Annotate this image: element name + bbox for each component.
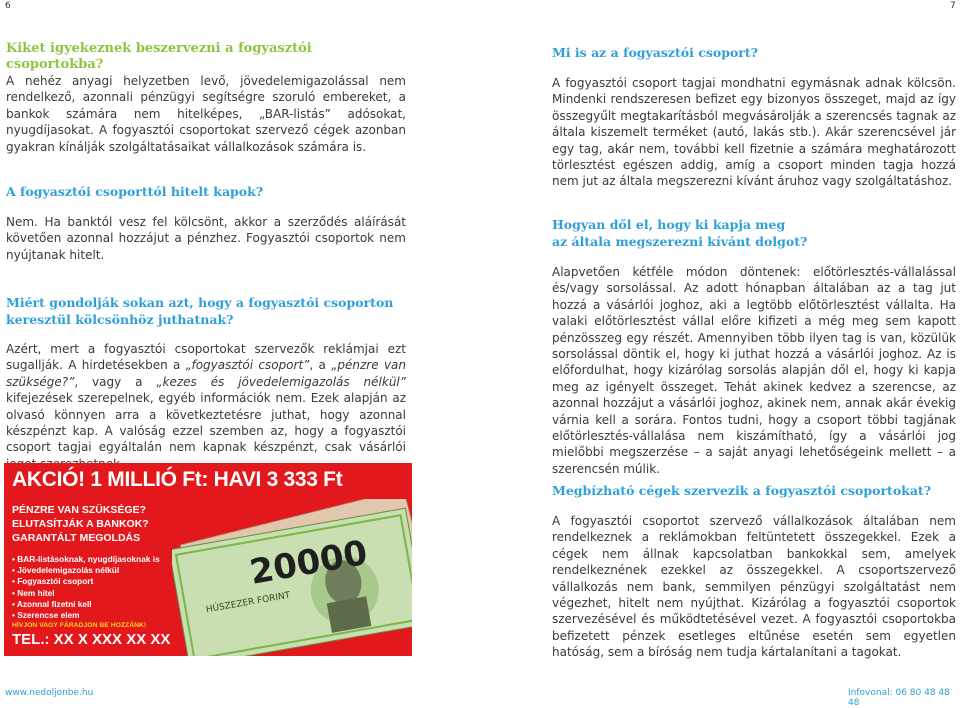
right-paragraph-how: Alapvetően kétféle módon döntenek: előtörlesztés-vállalással és/vagy sorsolással. Az adott hónapban általában az a tag jut hozzá a vásárlói joghoz, aki a legtöbb előtörlesztést vállalta. Ha valaki előtörlesztést vállal előre kifizeti a még meg sem kapott pénzösszeg egy részét. Amennyiben több ilyen tag is van, közülük sorsolással döntik el, hogy ki juthat hozzá a vásárlói joghoz. Az is előfordulhat, hogy kizárólag sorsolás alapján dől el, hogy ki kapja meg az igényelt összeget. Tehát akinek kedvez a szerencse, az azonnal hozzájut a vásárlói joghoz, akinek nem, annak akár évekig várnia kell a sorára. Fontos tudni, hogy a csoport többi tagjának előtörlesztés-vállalása nem kiszámítható, így a vásárlói jog mielőbbi megszerzése – a saját anyagi lehetőségeink mellett – a szerencsén múlik. <box>552 265 956 476</box>
advert-list-item: • Jövedelemigazolás nélkül <box>12 565 160 576</box>
right-paragraph-reliable: A fogyasztói csoportot szervező vállalkozások általában nem rendelkeznek a reklámokban feltüntetett összegekkel. Ezek a cégek nem állnak kapcsolatban bankokkal sem, amelyek rendelkeznének ezekkel az összegekkel. A csoportszervező vállalkozás nem bank, semmilyen pénzügyi szolgáltatást nem végezhet, hitelt nem nyújthat. Kizárólag a fogyasztói csoportok szervezésével és működtetésével vezet. A fogyasztói csoportokba befizetett pénzek esetleges eltűnése esetén sem egyetlen hatóság, sem a bíróság nem tudja kártalanítani a tagokat. <box>552 514 956 660</box>
right-heading-what: Mi is az a fogyasztói csoport? <box>552 45 758 60</box>
advert-list-item: • BAR-listásoknak, nyugdíjasoknak is <box>12 554 160 565</box>
footer-infovonal: Infovonal: 06 80 48 48 48 <box>848 688 950 708</box>
advert-list <box>12 554 160 621</box>
advert-headline: AKCIÓ! 1 MILLIÓ Ft: HAVI 3 333 Ft <box>12 468 343 491</box>
page-number-left: 6 <box>5 1 11 11</box>
left-heading-why: Miért gondolják sokan azt, hogy a fogyasztói csoporton keresztül kölcsönhöz juthatnak? <box>6 295 394 327</box>
advert-question-1: PÉNZRE VAN SZÜKSÉGE? <box>12 504 146 516</box>
banknotes-image <box>172 499 412 656</box>
advert-phone: TEL.: XX X XXX XX XX <box>12 631 171 648</box>
right-paragraph-what: A fogyasztói csoport tagjai mondhatni egymásnak adnak kölcsön. Mindenki rendszeresen befizet egy bizonyos összeget, majd az így összegyűlt megtakarításból megvásárolják a szerencsés tagnak az általa kiszemelt terméket (autó, lakás stb.). Akár szerencsével jár egy tag, akár nem, további kell fizetnie a számára meghatározott törlesztést egészen addig, amíg a csoport minden tagja hozzá nem jut az általa megszerezni kívánt áruhoz vagy szolgáltatáshoz. <box>552 76 956 189</box>
left-paragraph-why: Azért, mert a fogyasztói csoportokat szervezők reklámjai ezt sugallják. A hirdetésekben a „fogyasztói csoport”, a „pénzre van szüksége?”, vagy a „kezes és jövedelemigazolás nélkül” kifejezések szerepelnek, egyéb információk nem. Ezek alapján az olvasó könnyen arra a következtetésre juthat, hogy azonnal készpénzt kap. A valóság ezzel szemben az, hogy a fogyasztói csoport tagjai egyáltalán nem kapnak készpénzt, csak vásárlói <box>6 342 406 455</box>
footer-website-link[interactable]: www.nedoljonbe.hu <box>5 688 94 698</box>
left-heading-who: Kiket igyekeznek beszervezni a fogyasztói csoportokba? <box>6 41 312 72</box>
advert-call-to-action: HÍVJON VAGY FÁRADJON BE HOZZÁNK! <box>12 622 147 629</box>
advert-list-item: • Azonnal fizetni kell <box>12 599 160 610</box>
banknote-text: HÚSZEZER FORINT <box>205 590 292 616</box>
left-paragraph-who: A nehéz anyagi helyzetben levő, jövedelemigazolással nem rendelkező, azonnali pénzügyi segítségre szoruló embereket, a bankok számára nem hitelképes, „BAR-listás” adósokat, nyugdíjasokat. A fogyasztói csoportokat szervező cégek azonban gyakran kínálják szolgáltatásaikat vállalkozások számára is. <box>6 74 406 154</box>
advert-list-item: • Fogyasztói csoport <box>12 576 160 587</box>
right-heading-reliable: Megbízható cégek szervezik a fogyasztói csoportokat? <box>552 483 932 498</box>
advert-list-item: • Szerencse elem <box>12 610 160 621</box>
page-number-right: 7 <box>950 1 956 11</box>
right-heading-how: Hogyan dől el, hogy ki kapja meg az általa megszerezni kívánt dolgot? <box>552 217 808 249</box>
advert-list-item: • Nem hitel <box>12 588 160 599</box>
advert-question-3: GARANTÁLT MEGOLDÁS <box>12 532 141 544</box>
advert-box <box>4 463 412 656</box>
left-heading-credit: A fogyasztói csoporttól hitelt kapok? <box>6 184 264 199</box>
advert-question-2: ELUTASÍTJÁK A BANKOK? <box>12 518 149 530</box>
banknote-value: 20000 <box>246 532 371 593</box>
left-paragraph-credit: Nem. Ha banktól vesz fel kölcsönt, akkor a szerződés aláírását követően azonnal hozzájut a pénzhez. Fogyasztói csoportok nem nyújtanak hitelt. <box>6 215 406 262</box>
